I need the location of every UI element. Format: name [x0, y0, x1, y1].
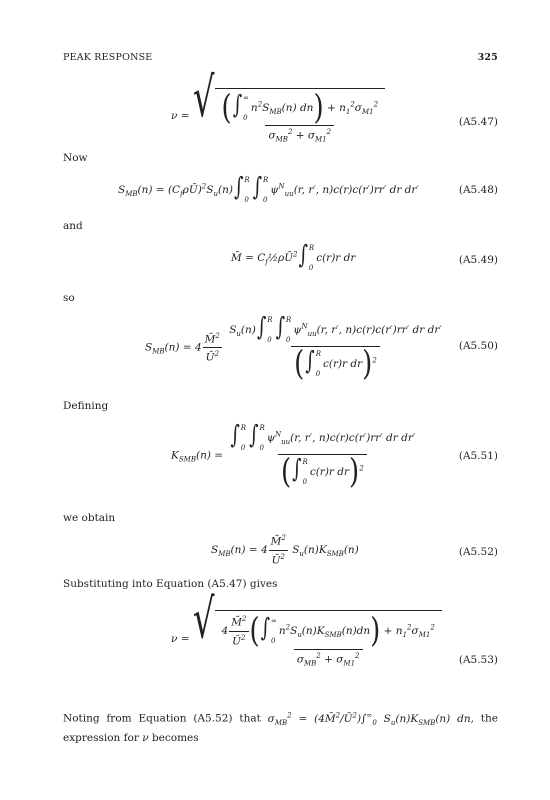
equation-a5-48	[63, 172, 498, 212]
text-noting-2: , the expression for	[63, 712, 499, 744]
page-number: 325	[477, 52, 498, 63]
equation-body: $K_{SMB}(n)$ = ∫ R 0 ∫ R 0 $\psi^N_{uu}(r$, r′, n)c(r)c(r′)rr′ dr dr′ (∫ R 0 c(r)r dr)$^2$	[171, 420, 416, 492]
equation-a5-51	[63, 420, 498, 502]
equation-body: ν = √ 4 $\frac{M̄^2}{Ū^2}$ (∫ ∞ 0 $n^2S_u(n)K_{SMB}(n)dn) + n_1^2\sigma_{M1}^2$ $\sigma_{MB}^2 + \sigma_{M1}^2$	[171, 610, 442, 668]
text-noting-1: Noting from Equation (A5.52) that	[63, 712, 261, 725]
equation-label: (A5.49)	[458, 254, 498, 266]
paragraph-noting	[63, 708, 498, 746]
running-title: PEAK RESPONSE	[63, 52, 153, 63]
equation-a5-49	[63, 240, 498, 280]
running-header	[63, 52, 498, 63]
text-noting-3: becomes	[151, 731, 199, 744]
equation-body: $S_{MB}(n)$ = $(C_f\rho Ū)^2S_u(n)\int$ R 0 ∫ R 0 $\psi^N_{uu}(r$, r′, n)c(r)c(r′)rr′ dr dr′	[118, 172, 419, 204]
equation-a5-52	[63, 532, 498, 572]
equation-a5-47	[63, 66, 498, 150]
inline-math: $\sigma_{MB}^2$ = $(4M̄^2/Ū^2)\int^\infty_0$ $S_u(n)K_{SMB}(n)$ dn	[267, 711, 471, 727]
equation-label: (A5.53)	[458, 654, 498, 666]
text-substituting: Substituting into Equation (A5.47) gives	[63, 578, 278, 590]
text-so: so	[63, 292, 75, 304]
equation-a5-53	[63, 587, 498, 694]
equation-body: ν = √ (∫ ∞ 0 $n^2S_{MB}(n) dn) + n_1^2\sigma_{M1}^2$ $\sigma_{MB}^2 + \sigma_{M1}^2$	[171, 88, 385, 144]
equation-label: (A5.52)	[458, 546, 498, 558]
equation-body: $S_{MB}(n) = 4$ $\frac{M̄^2}{Ū^2}$ $S_u(n)K_{SMB}(n)$	[211, 534, 359, 566]
equation-label: (A5.48)	[458, 184, 498, 196]
equation-label: (A5.47)	[458, 116, 498, 128]
text-we-obtain: we obtain	[63, 512, 116, 524]
equation-body: $S_{MB}(n) = 4$ $\frac{M̄^2}{Ū^2}$ $S_u(n)\int$ R 0 ∫ R 0 $\psi^N_{uu}(r$, r′, n)c(r)c(r′)rr′ dr dr′ (∫ R 0 c(r)r dr)$^2$	[145, 312, 442, 384]
equation-a5-50	[63, 312, 498, 394]
text-now: Now	[63, 152, 88, 164]
text-defining: Defining	[63, 400, 109, 412]
equation-body: M̄ = $C_f\frac{1}{2}\rho Ū^2\int$ R 0 c(r)r dr	[231, 240, 356, 272]
equation-label: (A5.51)	[458, 450, 498, 462]
inline-math-nu: ν	[142, 731, 149, 744]
text-and: and	[63, 220, 83, 232]
equation-label: (A5.50)	[458, 340, 498, 352]
